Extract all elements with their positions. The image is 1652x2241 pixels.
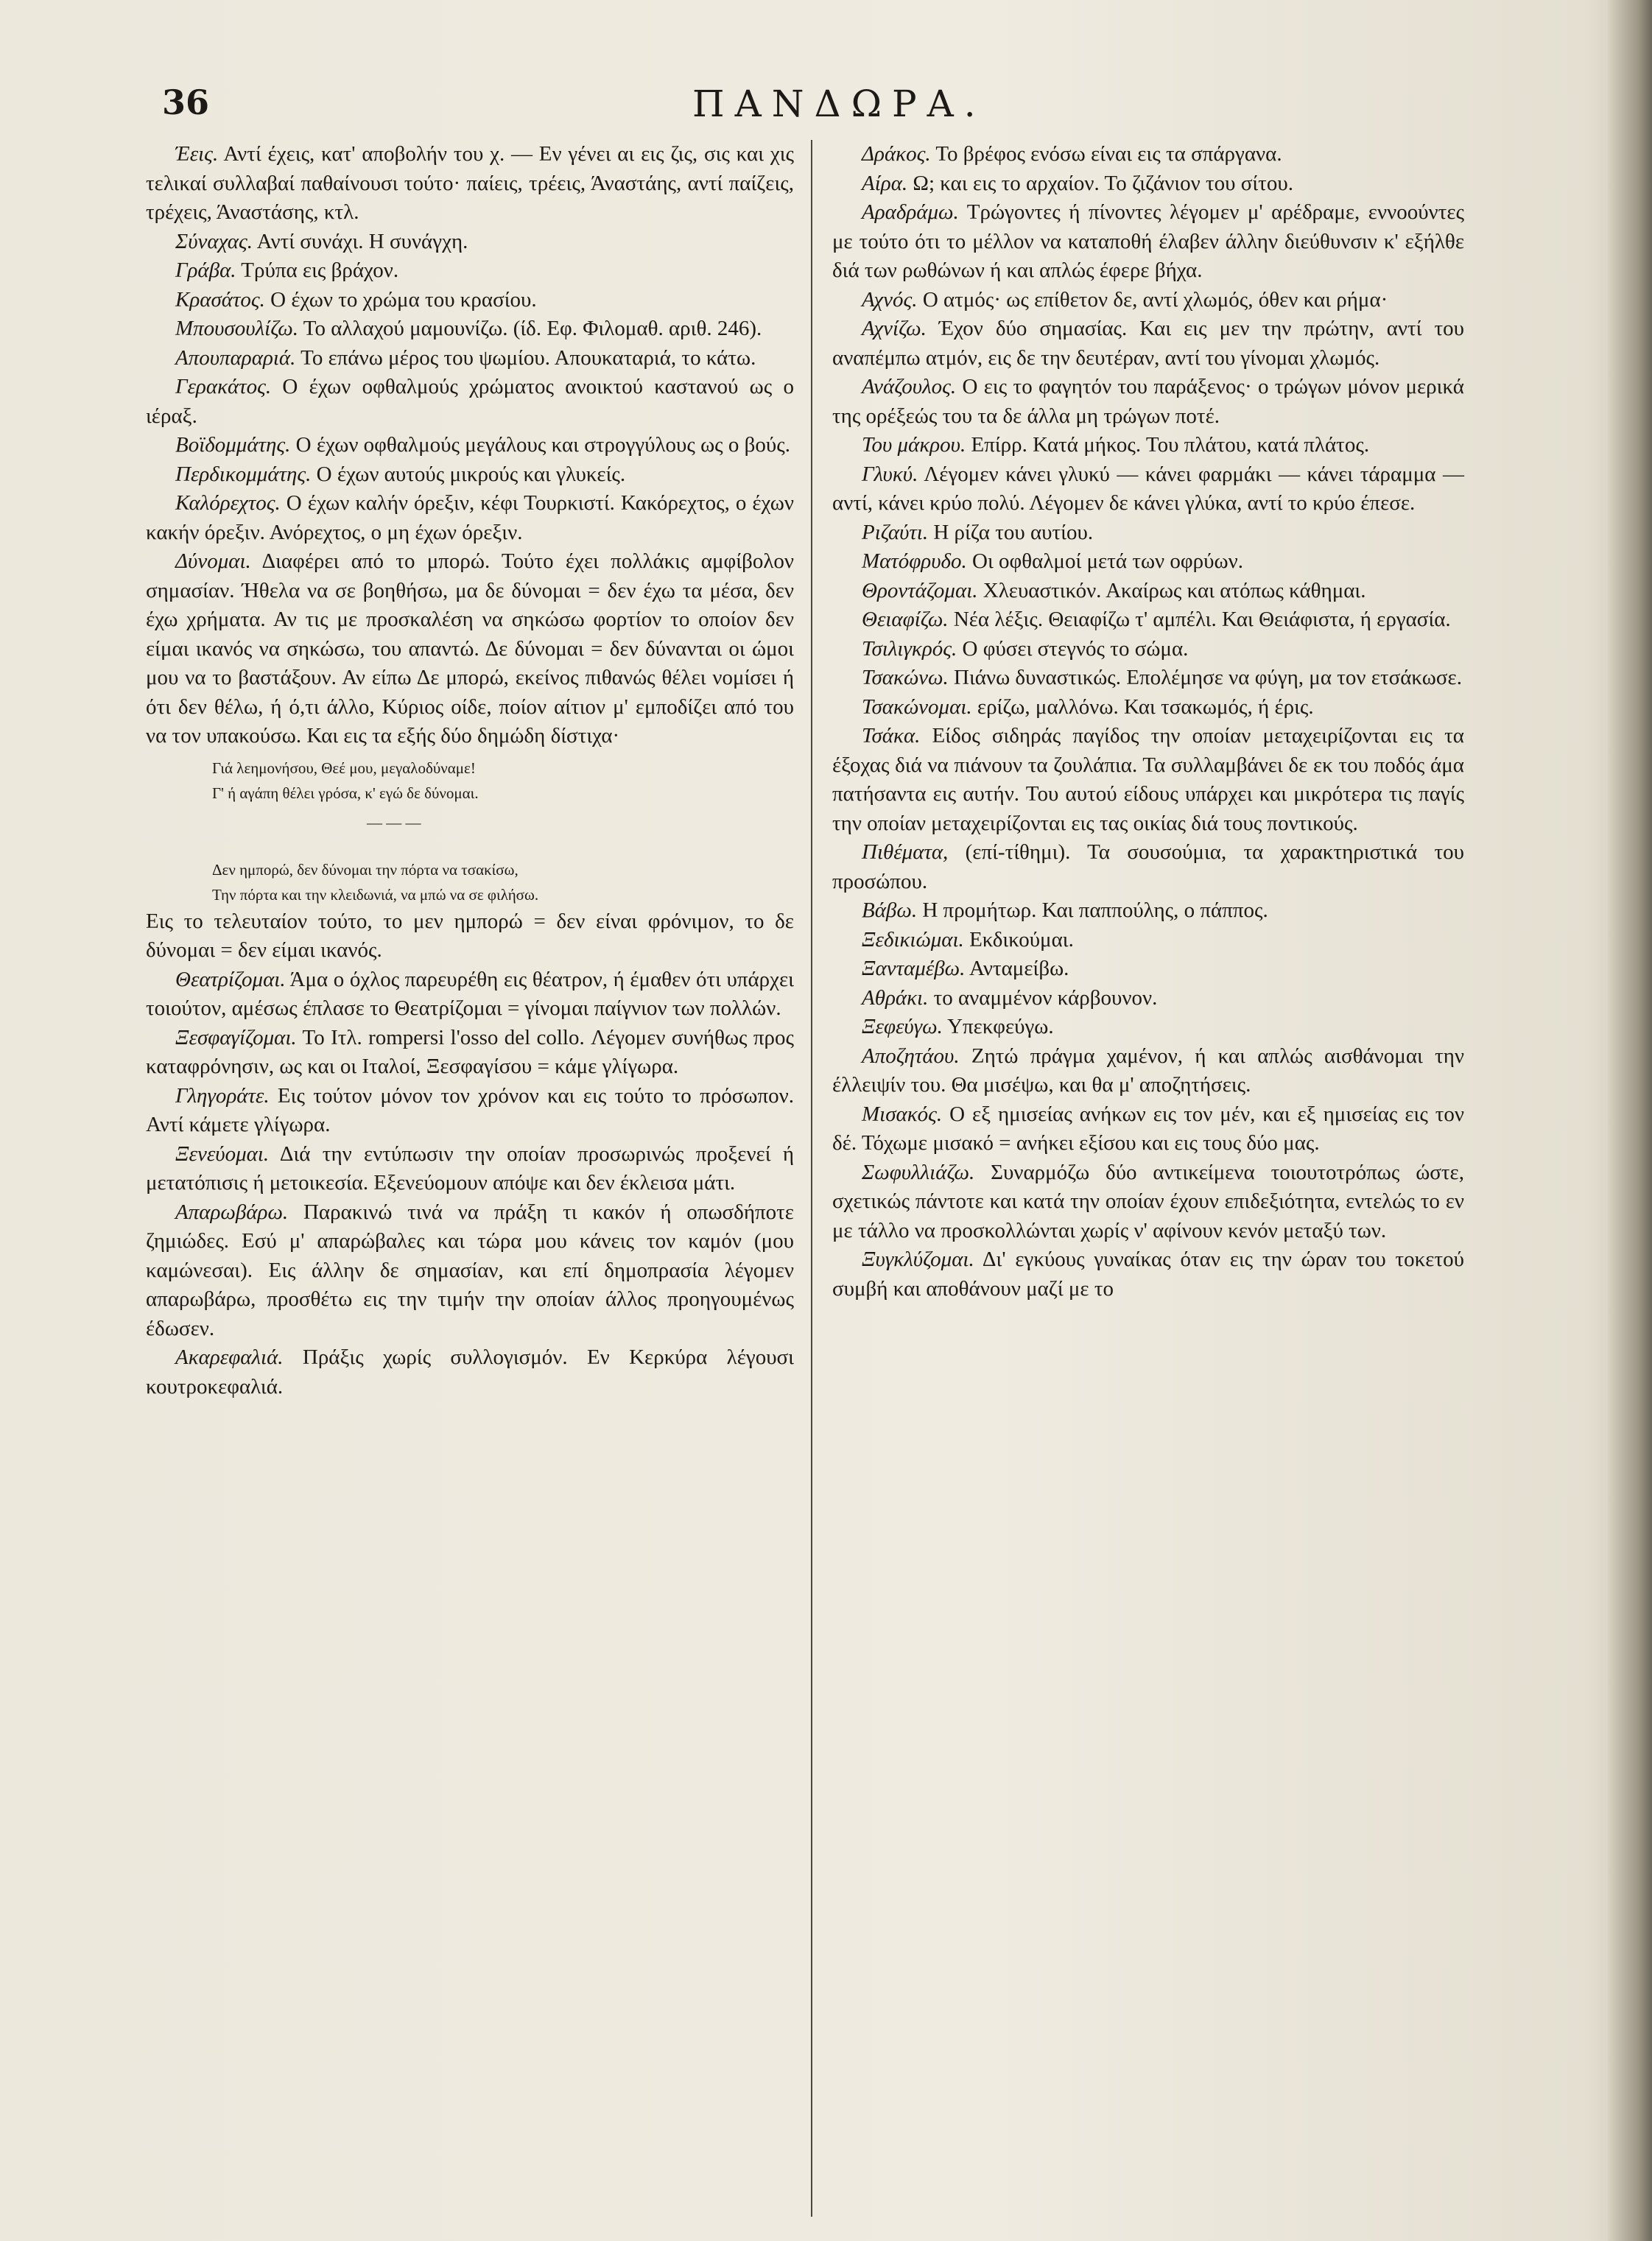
entry-headword: Μισακός. [862, 1102, 943, 1126]
entry-headword: Θεατρίζομαι. [175, 967, 286, 991]
entry-headword: Καλόρεχτος. [175, 491, 281, 515]
entry-definition: Διά την εντύπωσιν την οποίαν προσωρινώς προξενεί ή μετατόπισις ή μετοικεσία. Εξενεύομουν απόψε και δεν έκλεισα μάτι. [146, 1141, 794, 1195]
entry-definition: Πράξις χωρίς συλλογισμόν. Εν Κερκύρα λέγουσι κουτροκεφαλιά. [146, 1345, 794, 1399]
entry-definition: Έχον δύο σημασίας. Και εις μεν την πρώτην, αντί του αναπέμπω ατμόν, εις δε την δευτέραν, αντί του γίνομαι χλωμός. [832, 317, 1464, 370]
entry-definition: Λέγομεν κάνει γλυκύ — κάνει φαρμάκι — κάνει τάραμμα — αντί, κάνει κρύο πολύ. Λέγομεν δε κάνει γλύκα, αντί το κρύο έπεσε. [832, 462, 1464, 515]
dictionary-entry [832, 838, 1464, 896]
entry-definition: Αντί έχεις, κατ' αποβολήν του χ. — Εν γένει αι εις ζις, σις και χις τελικαί συλλαβαί παθαίνουσι τούτο· παίεις, τρέεις, Άναστάης, αντί παίζεις, τρέχεις, Άναστάσης, κτλ. [146, 142, 794, 224]
entry-definition: Το βρέφος ενόσω είναι εις τα σπάργανα. [930, 142, 1282, 166]
dictionary-entry [832, 431, 1464, 460]
dictionary-entry [832, 1158, 1464, 1246]
entry-definition: Πιάνω δυναστικώς. Επολέμησε να φύγη, μα τον ετσάκωσε. [948, 666, 1462, 689]
dictionary-entry [832, 1245, 1464, 1304]
entry-headword: Σωφυλλιάζω. [862, 1160, 975, 1184]
entry-headword: Δράκος. [862, 142, 931, 166]
dictionary-entry [832, 198, 1464, 286]
dictionary-entry [832, 722, 1464, 838]
entry-definition: Το Ιτλ. rompersi l'osso del collo. Λέγομεν συνήθως προς καταφρόνησιν, ως και οι Ιταλοί, Ξεσφαγίσου = κάμε γλίγωρα. [146, 1025, 794, 1078]
entry-definition: Αντί συνάχι. Η συνάγχη. [253, 229, 468, 253]
entry-definition: Είδος σιδηράς παγίδος την οποίαν μεταχειρίζονται εις τα έξοχας διά να πιάνουν τα ζουλάπια. Τα συλλαμβάνει δε εκ του ποδός άμα πατήσαντα εις αυτήν. Του αυτού είδους υπάρχει και μικρότερα τις παγίς την οποίαν μεταχειρίζονται εις τας οικίας διά τους ποντικούς. [832, 724, 1464, 835]
dictionary-entry [146, 140, 794, 228]
entry-headword: Ξυγκλύζομαι. [862, 1248, 974, 1271]
dictionary-entry [146, 373, 794, 431]
entry-definition: Ο ατμός· ως επίθετον δε, αντί χλωμός, όθεν και ρήμα· [917, 287, 1388, 312]
dictionary-entry [146, 907, 794, 965]
entry-headword: Κρασάτος. [175, 287, 265, 312]
verse-line: Γ' ή αγάπη θέλει γρόσα, κ' εγώ δε δύνομαι. [212, 784, 479, 802]
entry-definition: Χλευαστικόν. Ακαίρως και ατόπως κάθημαι. [977, 578, 1366, 602]
dictionary-entry [832, 635, 1464, 664]
verse-line: Την πόρτα και την κλειδωνιά, να μπώ να σε φιλήσω. [212, 885, 539, 904]
verse-separator: — — — [367, 813, 421, 831]
dictionary-entry [832, 693, 1464, 722]
dictionary-entry [146, 1082, 794, 1140]
left-column [146, 140, 794, 1401]
entry-definition: Εκδικούμαι. [963, 927, 1074, 951]
entry-headword: Θειαφίζω. [862, 608, 949, 631]
dictionary-entry [832, 169, 1464, 199]
dictionary-entry [146, 1024, 794, 1082]
entry-headword: Αίρα. [862, 171, 908, 195]
entry-headword: Ξενεύομαι. [175, 1141, 270, 1166]
dictionary-entry [146, 460, 794, 490]
dictionary-entry [146, 344, 794, 373]
column-divider [811, 140, 812, 2217]
dictionary-entry [146, 431, 794, 460]
entry-definition: Τρώγοντες ή πίνοντες λέγομεν μ' αρέδραμε, εννοούντες με τούτο ότι το μέλλον να καταποθή έλαβεν άλλην διεύθυνσιν κ' εξήλθε διά των ρωθώνων ή και απλώς έφερε βήχα. [832, 200, 1464, 282]
dictionary-entry [832, 954, 1464, 984]
entry-definition: Ο εις το φαγητόν του παράξενος· ο τρώγων μόνον μερικά της ορέξεώς του τα δε άλλα μη τρώγων ποτέ. [832, 375, 1464, 428]
entry-definition: ερίζω, μαλλόνω. Και τσακωμός, ή έρις. [971, 694, 1314, 719]
entry-headword: Ανάζουλος. [862, 375, 957, 398]
entry-headword: Αχνίζω. [862, 317, 927, 340]
page-header [162, 82, 1547, 134]
entry-headword: Τσάκα. [862, 724, 921, 747]
entry-headword: Γλυκύ. [862, 462, 918, 486]
dictionary-entry [832, 1100, 1464, 1158]
entry-headword: Απουπαραριά. [175, 345, 296, 370]
entry-definition: Ο φύσει στεγνός το σώμα. [957, 636, 1189, 661]
entry-definition: Το επάνω μέρος του ψωμίου. Απουκαταριά, το κάτω. [295, 345, 756, 370]
entry-definition: Το αλλαχού μαμουνίζω. (ίδ. Εφ. Φιλομαθ. αριθ. 246). [298, 317, 762, 340]
dictionary-entry [146, 286, 794, 315]
entry-headword: Σύναχας. [175, 229, 253, 253]
entry-headword: Ακαρεφαλιά. [175, 1345, 284, 1369]
entry-definition: Ζητώ πράγμα χαμένον, ή και απλώς αισθάνομαι την έλλειψίν του. Θα μισέψω, και θα μ' αποζητήσεις. [832, 1044, 1464, 1097]
dictionary-entry [146, 547, 794, 751]
entry-definition: Ο εξ ημισείας ανήκων εις τον μέν, και εξ ημισείας εις τον δέ. Τόχωμε μισακό = ανήκει εξίσου και εις τους δύο μας. [832, 1102, 1464, 1155]
entry-headword: Έεις. [175, 142, 219, 166]
entry-definition: Ο έχων καλήν όρεξιν, κέφι Τουρκιστί. Κακόρεχτος, ο έχων κακήν όρεξιν. Ανόρεχτος, ο μη έχων όρεξιν. [146, 491, 794, 544]
entry-definition: Νέα λέξις. Θειαφίζω τ' αμπέλι. Και Θειάφιστα, ή εργασία. [948, 608, 1451, 631]
dictionary-entry [146, 256, 794, 286]
entry-headword: Δύνομαι. [175, 549, 251, 573]
dictionary-entry [832, 547, 1464, 577]
dictionary-entry [832, 518, 1464, 548]
entry-headword: Ξεσφαγίζομαι. [175, 1025, 297, 1049]
dictionary-entry [832, 1013, 1464, 1042]
entry-headword: Τσακώνω. [862, 666, 949, 689]
dictionary-entry [146, 1343, 794, 1401]
entry-definition: Οι οφθαλμοί μετά των οφρύων. [966, 549, 1243, 573]
entry-definition: Η ρίζα του αυτίου. [928, 520, 1094, 544]
entry-definition: Δι' εγκύους γυναίκας όταν εις την ώραν του τοκετού συμβή και αποθάνουν μαζί με το [832, 1248, 1464, 1301]
entry-definition: Ο έχων αυτούς μικρούς και γλυκείς. [311, 462, 626, 486]
entry-headword: Ματόφρυδο. [862, 549, 967, 573]
verse-couplet [212, 857, 794, 907]
verse-line: Δεν ημπορώ, δεν δύνομαι την πόρτα να τσακίσω, [212, 860, 519, 879]
entry-definition: Ανταμείβω. [965, 957, 1069, 980]
dictionary-entry [832, 140, 1464, 169]
entry-headword: Αραδράμω. [862, 200, 959, 224]
dictionary-entry [832, 577, 1464, 606]
entry-headword: Θροντάζομαι. [862, 578, 978, 602]
entry-headword: Αθράκι. [862, 985, 929, 1010]
dictionary-entry [832, 1042, 1464, 1100]
entry-definition: Άμα ο όχλος παρευρέθη εις θέατρον, ή έμαθεν ότι υπάρχει τοιούτον, αμέσως έπλασε το Θεατρίζομαι = γίνομαι παίγνιον των πολλών. [146, 967, 794, 1020]
dictionary-entry [832, 664, 1464, 693]
entry-headword: Πιθέματα, [862, 840, 949, 864]
entry-headword: Γράβα. [175, 258, 236, 282]
entry-definition: Ω; και εις το αρχαίον. Το ζιζάνιον του σίτου. [907, 171, 1293, 195]
entry-definition: Ο έχων οφθαλμούς χρώματος ανοικτού καστανού ως ο ιέραξ. [146, 375, 794, 428]
running-title: ΠΑΝΔΩΡΑ. [692, 82, 986, 125]
dictionary-entry [146, 314, 794, 344]
entry-headword: Ξεδικιώμαι. [862, 927, 964, 951]
entry-definition: Τρύπα εις βράχον. [236, 258, 399, 282]
entry-headword: Απαρωβάρω. [175, 1200, 289, 1224]
book-spine-shadow [1608, 0, 1652, 2241]
entry-headword: Γερακάτος. [175, 375, 272, 398]
entry-headword: Ξεφεύγω. [862, 1015, 943, 1038]
entry-definition: Η προμήτωρ. Και παππούλης, ο πάππος. [917, 898, 1268, 922]
entry-definition: το αναμμένον κάρβουνον. [928, 985, 1158, 1010]
right-column [832, 140, 1464, 1304]
entry-headword: Μπουσουλίζω. [175, 317, 299, 340]
verse-couplet [212, 756, 794, 806]
entry-headword: Του μάκρου. [862, 433, 966, 457]
entry-headword: Βοϊδομμάτης. [175, 433, 291, 457]
entry-headword: Αχνός. [862, 287, 918, 312]
entry-headword: Ριζαύτι. [862, 520, 929, 544]
entry-headword: Περδικομμάτης. [175, 462, 312, 486]
entry-definition: Παρακινώ τινά να πράξη τι κακόν ή οπωσδήποτε ζημιώδες. Εσύ μ' απαρώβαλες και τώρα μου κάνεις τον καμόν (μου καμώνεσαι). Εις άλλην δε σημασίαν, και επί δημοπρασία λέγομεν απαρωβάρω, προσθέτω εις την τιμήν την οποίαν άλλος προηγουμένως έδωσεν. [146, 1200, 794, 1340]
dictionary-entry [832, 373, 1464, 431]
entry-definition: Ο έχων το χρώμα του κρασίου. [264, 287, 537, 312]
entry-definition: (επί-τίθημι). Τα σουσούμια, τα χαρακτηριστικά του προσώπου. [832, 840, 1464, 893]
dictionary-entry [832, 286, 1464, 315]
dictionary-entry [832, 896, 1464, 926]
dictionary-entry [146, 228, 794, 257]
entry-definition: Εις το τελευταίον τούτο, το μεν ημπορώ = δεν είναι φρόνιμον, το δε δύνομαι = δεν είμαι ικανός. [146, 909, 794, 962]
entry-definition: Διαφέρει από το μπορώ. Τούτο έχει πολλάκις αμφίβολον σημασίαν. Ήθελα να σε βοηθήσω, μα δε δύνομαι = δεν έχω τα μέσα, δεν έχω χρήματα. Αν τις με προσκαλέση να σηκώσω φορτίον το οποίον δεν είμαι ικανός να σηκώσω, του απαντώ. Δε δύνομαι = δεν δύνανται οι ώμοι μου να το βαστάξουν. Αν είπω Δε μπορώ, εκείνος πιθανώς θέλει νομίσει ή ότι δεν θέλω, ή ό,τι άλλο, Κύριος οίδε, ποίον αίτιον μ' εμποδίζει από του να τον υπακούσω. Και εις τα εξής δύο δημώδη δίστιχα· [146, 549, 794, 747]
entry-headword: Τσιλιγκρός. [862, 636, 957, 661]
entry-headword: Γληγοράτε. [175, 1083, 270, 1108]
dictionary-entry [832, 314, 1464, 373]
entry-headword: Βάβω. [862, 898, 918, 922]
dictionary-entry [832, 926, 1464, 955]
entry-definition: Επίρρ. Κατά μήκος. Του πλάτου, κατά πλάτος. [966, 433, 1370, 457]
dictionary-entry [146, 965, 794, 1024]
entry-definition: Ο έχων οφθαλμούς μεγάλους και στρογγύλους ως ο βούς. [290, 433, 791, 457]
dictionary-entry [832, 605, 1464, 635]
entry-definition: Υπεκφεύγω. [942, 1015, 1054, 1038]
entry-headword: Τσακώνομαι. [862, 694, 972, 719]
dictionary-entry [146, 489, 794, 547]
verse-line: Γιά λεημονήσου, Θεέ μου, μεγαλοδύναμε! [212, 759, 476, 777]
dictionary-entry [146, 1198, 794, 1344]
dictionary-entry [832, 984, 1464, 1013]
page-number: 36 [162, 82, 210, 122]
dictionary-entry [146, 1140, 794, 1198]
dictionary-entry [832, 460, 1464, 518]
entry-definition: Συναρμόζω δύο αντικείμενα τοιουτοτρόπως ώστε, σχετικώς πάντοτε και κατά την οποίαν έχουν επιδεξιότητα, εντελώς το εν με τάλλο να προσκολλώνται χωρίς ν' αφίνουν κενόν μεταξύ των. [832, 1160, 1464, 1242]
entry-headword: Ξανταμέβω. [862, 957, 966, 980]
entry-definition: Εις τούτον μόνον τον χρόνον και εις τούτο το πρόσωπον. Αντί κάμετε γλίγωρα. [146, 1083, 794, 1136]
entry-headword: Αποζητάου. [862, 1044, 960, 1068]
